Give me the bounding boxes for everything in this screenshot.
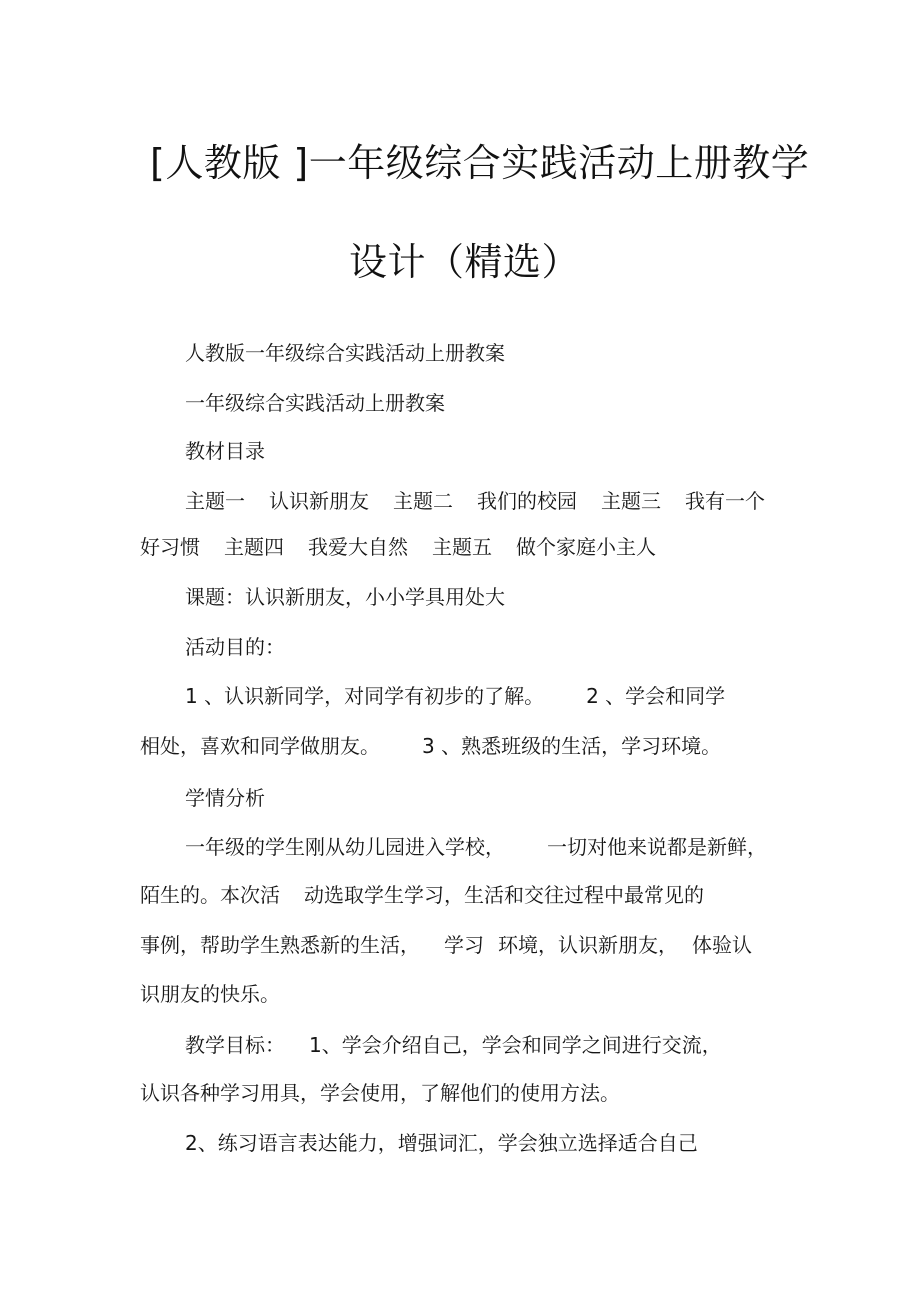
- paragraph-analysis-line-3: [140, 932, 752, 958]
- theme-title: 我爱大自然: [308, 535, 408, 559]
- paragraph-lesson-title: 课题：认识新朋友，小小学具用处大: [185, 585, 505, 609]
- analysis-text: 一年级的学生刚从幼儿园进入学校，: [185, 835, 505, 859]
- analysis-text: 陌生的。本次活: [140, 883, 280, 907]
- objective-item-2-cont: 相处，喜欢和同学做朋友。: [140, 734, 380, 758]
- paragraph-analysis-line-2: [140, 882, 704, 908]
- analysis-text: 事例，帮助学生熟悉新的生活，: [140, 933, 420, 957]
- theme-title: 认识新朋友: [269, 489, 369, 513]
- document-title-line-2: 设计（精选）: [349, 240, 581, 284]
- analysis-text: 一切对他来说都是新鲜，: [547, 835, 767, 859]
- theme-label: 主题一: [185, 489, 245, 513]
- theme-label: 主题二: [393, 489, 453, 513]
- theme-label: 主题四: [224, 535, 284, 559]
- objective-item-2: 2 、学会和同学: [586, 684, 726, 708]
- paragraph-analysis-heading: 学情分析: [185, 786, 265, 810]
- paragraph-goals-line-1: [185, 1032, 722, 1058]
- theme-title: 我有一个: [685, 489, 765, 513]
- analysis-text: 动选取学生学习，生活和交往过程中最常见的: [304, 883, 704, 907]
- theme-title: 做个家庭小主人: [516, 535, 656, 559]
- theme-label: 主题五: [432, 535, 492, 559]
- theme-title: 我们的校园: [477, 489, 577, 513]
- paragraph-lesson-plan-name: 一年级综合实践活动上册教案: [185, 391, 445, 415]
- objective-item-3: 3 、熟悉班级的生活，学习环境。: [422, 734, 722, 758]
- goals-text: 1、学会介绍自己，学会和同学之间进行交流，: [309, 1033, 722, 1057]
- paragraph-themes-line-2: [140, 534, 656, 560]
- paragraph-goals-line-3: 2、练习语言表达能力，增强词汇，学会独立选择适合自己: [185, 1131, 698, 1155]
- paragraph-themes-line-1: [185, 488, 765, 514]
- paragraph-objectives-line-1: [185, 683, 725, 709]
- theme-title: 好习惯: [140, 535, 200, 559]
- paragraph-analysis-line-1: [185, 834, 767, 860]
- paragraph-contents-heading: 教材目录: [185, 439, 265, 463]
- paragraph-objectives-line-2: [140, 733, 721, 759]
- document-title-line-1: [人教版 ]一年级综合实践活动上册教学: [150, 141, 810, 185]
- goals-heading: 教学目标：: [185, 1033, 285, 1057]
- analysis-text: 体验认: [692, 933, 752, 957]
- paragraph-textbook-name: 人教版一年级综合实践活动上册教案: [185, 341, 505, 365]
- paragraph-goals-line-2: 认识各种学习用具，学会使用，了解他们的使用方法。: [140, 1081, 620, 1105]
- objective-item-1: 1 、认识新同学，对同学有初步的了解。: [185, 684, 545, 708]
- paragraph-analysis-line-4: 识朋友的快乐。: [140, 982, 280, 1006]
- theme-label: 主题三: [601, 489, 661, 513]
- analysis-text: 环境，认识新朋友，: [498, 933, 678, 957]
- analysis-text: 学习: [444, 933, 484, 957]
- paragraph-objectives-heading: 活动目的：: [185, 635, 285, 659]
